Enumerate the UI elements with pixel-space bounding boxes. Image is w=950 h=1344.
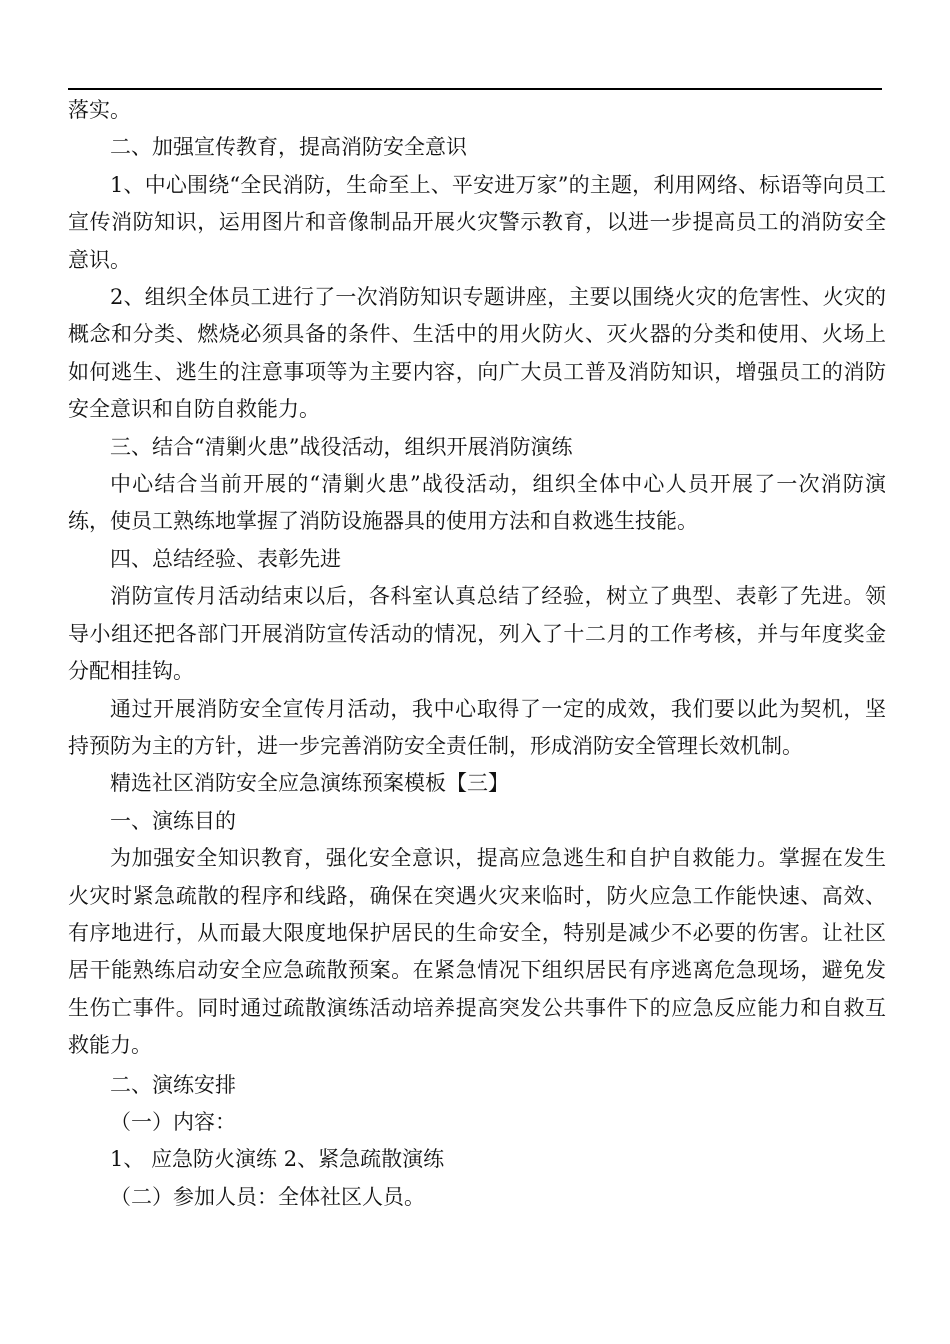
section-heading-4: 四、总结经验、表彰先进 bbox=[110, 546, 341, 571]
document-body bbox=[68, 92, 886, 1216]
paragraph-conclusion: 通过开展消防安全宣传月活动，我中心取得了一定的成效，我们要以此为契机，坚持预防为主的方针，进一步完善消防安全责任制，形成消防安全管理长效机制。 bbox=[68, 696, 886, 758]
paragraph-drill: 中心结合当前开展的“清剿火患”战役活动，组织全体中心人员开展了一次消防演练，使员工熟练地掌握了消防设施器具的使用方法和自救逃生技能。 bbox=[68, 472, 886, 534]
subheading-content: （一）内容： bbox=[110, 1109, 236, 1134]
header-rule bbox=[68, 88, 882, 90]
paragraph-summary: 消防宣传月活动结束以后，各科室认真总结了经验，树立了典型、表彰了先进。领导小组还把各部门开展消防宣传活动的情况，列入了十二月的工作考核，并与年度奖金分配相挂钩。 bbox=[68, 584, 886, 684]
section-heading-2: 二、加强宣传教育，提高消防安全意识 bbox=[110, 135, 467, 160]
template-title: 精选社区消防安全应急演练预案模板【三】 bbox=[110, 771, 509, 796]
paragraph-purpose: 为加强安全知识教育，强化安全意识，提高应急逃生和自护自救能力。掌握在发生火灾时紧急疏散的程序和线路，确保在突遇火灾来临时，防火应急工作能快速、高效、有序地进行，从而最大限度地保护居民的生命安全，特别是减少不必要的伤害。让社区居干能熟练启动安全应急疏散预案。在紧急情况下组织居民有序逃离危急现场，避免发生伤亡事件。同时通过疏散演练活动培养提高突发公共事件下的应急反应能力和自救互救能力。 bbox=[68, 846, 886, 1058]
section-heading-purpose: 一、演练目的 bbox=[110, 808, 236, 833]
paragraph-lecture: 2、组织全体员工进行了一次消防知识专题讲座，主要以围绕火灾的危害性、火灾的概念和分类、燃烧必须具备的条件、生活中的用火防火、灭火器的分类和使用、火场上如何逃生、逃生的注意事项等为主要内容，向广大员工普及消防知识，增强员工的消防安全意识和自防自救能力。 bbox=[68, 285, 886, 422]
subheading-participants: （二）参加人员：全体社区人员。 bbox=[110, 1184, 425, 1209]
paragraph-continuation: 落实。 bbox=[68, 98, 131, 122]
list-drill-types: 1、 应急防火演练 2、紧急疏散演练 bbox=[110, 1147, 445, 1172]
section-heading-3: 三、结合“清剿火患”战役活动，组织开展消防演练 bbox=[110, 434, 573, 459]
section-heading-arrangement: 二、演练安排 bbox=[110, 1072, 236, 1097]
paragraph-publicity: 1、中心围绕“全民消防，生命至上、平安进万家”的主题，利用网络、标语等向员工宣传消防知识，运用图片和音像制品开展火灾警示教育，以进一步提高员工的消防安全意识。 bbox=[68, 172, 886, 272]
